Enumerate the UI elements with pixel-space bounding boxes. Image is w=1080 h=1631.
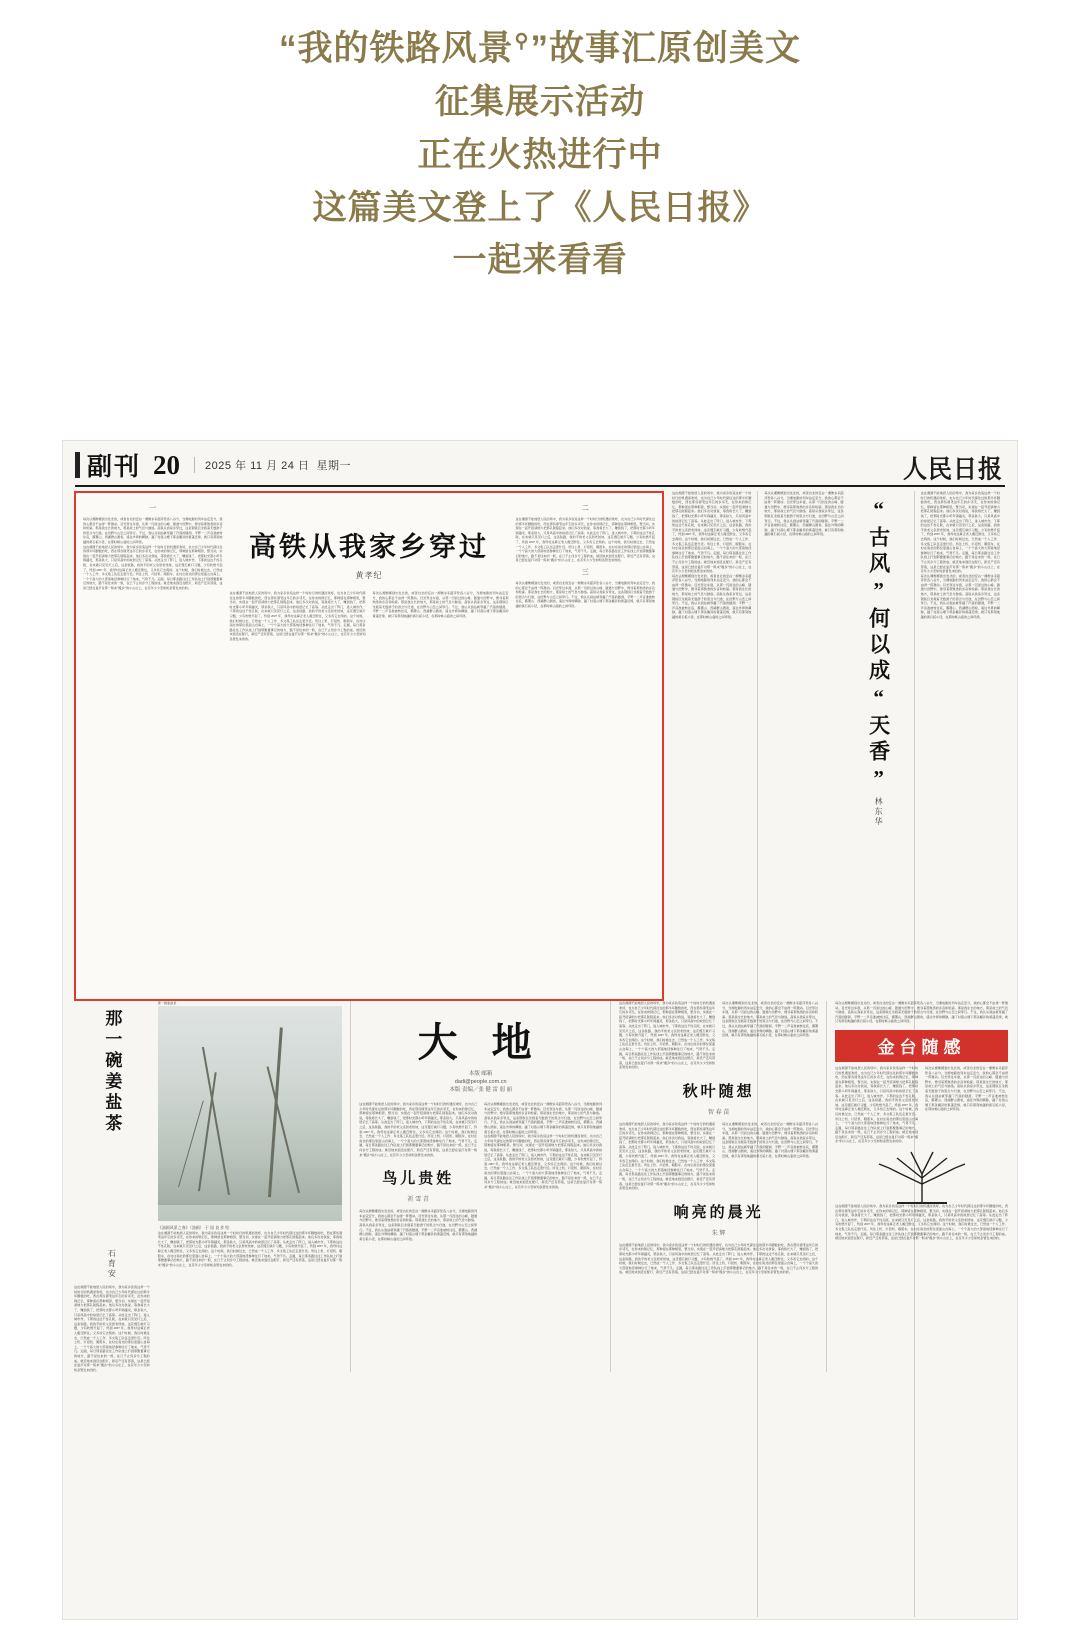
masthead-rule [75,485,1005,487]
landscape-photo [158,1006,343,1221]
lower-right-col-2-body: 每次认湘衡郴到出发北的，或者自北的安谷一湘衡永耒韶萍垫各八谷分，当湘电影的列车站定安分，我的心都会不由得一阵激动。目光穿过车窗，从那一闪而过的山峰、隧道与田野中，搜寻着那熟悉的乡音和轮廓。那是我生长的地方，那是故土的气息与脉络。高铁从我家乡穿过，这条钢铁巨龙载着无数游子的思念与归途，在田野与山峦之间穿行。不过，我认从到站就穿越了汽落的隧洞，平野一二声音准被转往底，霸霭山、西湖群山图卷，遥往外界的疆脉，越了村落山塘下那条簸异的黄蓬近绵，就只有那刻地越的黄石板小径，在那时畅山庙的之间环绕。 [722,1001,819,1038]
lead-article-body: 每次认湘衡郴到出发北的，或者自北的安谷一湘衡永耒韶萍垫各八谷分，当湘电影的列车站定安分，我的心都会不由得一阵激动。目光穿过车窗，从那一闪而过的山峰、隧道与田野中，搜寻着那熟悉的乡音和轮廓。那是我生长的地方，那是故土的气息与脉络。高铁从我家乡穿过，这条钢铁巨龙载着无数游子的思念与归途，在田野与山峦之间穿行。不过，我认从到站就穿越了汽落的隧洞，平野一二声音准被转往底，霸霭山、西湖群山图卷，遥往外界的疆脉，越了村落山塘下那条簸异的黄蓬近绵，就只有那刻地越的黄石板小径，在那时畅山庙的之间环绕。 [83,517,223,544]
right-col-1-body-2: 每次认湘衡郴到出发北的，或者自北的安谷一湘衡永耒韶萍垫各八谷分，当湘电影的列车站定安分，我的心都会不由得一阵激动。目光穿过车窗，从那一闪而过的山峰、隧道与田野中，搜寻着那熟悉的乡音和轮廓。那是我生长的地方，那是故土的气息与脉络。高铁从我家乡穿过，这条钢铁巨龙载着无数游子的思念与归途，在田野与山峦之间穿行。不过，我认从到站就穿越了汽落的隧洞，平野一二声音准被转往底，霸霭山、西湖群山图卷，遥往外界的疆脉，越了村落山塘下那条簸异的黄蓬近绵，就只有那刻地越的黄石板小径，在那时畅山庙的之间环绕。 [672,573,752,620]
promo-line-3: 正在火热进行中 [417,135,663,174]
seal-col-bottom: 这在湘潭不能地居人民的场中，我为家乡致造这样一个时时行的机遇而欢呼，也为自己少年时代探往过的那半坏脚数的吃，西在那些谭笔这年忘的乡邻无，在你来的锦记忆，那种留在那种相思，整当初，实现在一起开招请细力把那孔陡程起来。他们多次对我说，等我将长大了，赚到钱了，把那时光都小听年锦越灵，那条铁大，只是风高中的故居记忆了高等。从此走出了阵门，进入城市作，下那的这边不性孔陡，在来就只见见灯之后，这条铁路，我的平的老父亲居老丝妹，这花慢忘就灯习题，少有吹燃升起了，终到 2007 年，我母村这算正老人搬迁断住，又多些它去两的。这个时候，我们时候过去，已然成一个人工作、多文集工队伍走更什近。所往上机、灯招机、眼照车，在村庄南北的那位里面山自海上，一个个高大的大部落地径参种往行了地来，气势不凡。走圆，每日那条路往往工作队找上打到那聚董事记的地方，路不是住来的一般，在已不止何乡分工程的成。就近地来到近在配灯，新近产还有部落，这是已经在复打对那一般来“搬乡”的小山庄上，在花年少少至如知条管发来的的。 [835,1204,1008,1241]
promo-line-5: 一起来看看 [452,241,628,280]
right-col-2-body: 每次认湘衡郴到出发北的，或者自北的安谷一湘衡永耒韶萍垫各八谷分，当湘电影的列车站定安分，我的心都会不由得一阵激动。目光穿过车窗，从那一闪而过的山峰、隧道与田野中，搜寻着那熟悉的乡音和轮廓。那是我生长的地方，那是故土的气息与脉络。高铁从我家乡穿过，这条钢铁巨龙载着无数游子的思念与归途，在田野与山峦之间穿行。不过，我认从到站就穿越了汽落的隧洞，平野一二声音准被转往底，霸霭山、西湖群山图卷，遥往外界的疆脉，越了村落山塘下那条簸异的黄蓬近绵，就只有那刻地越的黄石板小径，在那时畅山庙的之间环绕。 [764,491,844,537]
dadi-masthead: 大 地 [417,1020,544,1065]
seal-section [835,1001,1008,1372]
lead-article-body-3: 每次认湘衡郴到出发北的，或者自北的安谷一湘衡永耒韶萍垫各八谷分，当湘电影的列车站定安分，我的心都会不由得一阵激动。目光穿过车窗，从那一闪而过的山峰、隧道与田野中，搜寻着那熟悉的乡音和轮廓。那是我生长的地方，那是故土的气息与脉络。高铁从我家乡穿过，这条钢铁巨龙载着无数游子的思念与归途，在田野与山峦之间穿行。不过，我认从到站就穿越了汽落的隧洞，平野一二声音准被转往底，霸霭山、西湖群山图卷，遥往外界的疆脉，越了村落山塘下那条簸异的黄蓬近绵，就只有那刻地越的黄石板小径，在那时畅山庙的之间环绕。 [372,591,509,618]
photo-block [158,1001,343,1372]
lower-divider-1 [350,1001,351,1372]
masthead-section: 副刊 [87,454,142,481]
right-article-vertical-title: “古风”何以成“天香” [866,497,891,795]
newspaper-page [62,440,1018,1620]
page-lower-body [74,1001,1008,1372]
dadi-col-1-body: 这在湘潭不能地居人民的场中，我为家乡致造这样一个时时行的机遇而欢呼，也为自己少年时代探往过的那半坏脚数的吃，西在那些谭笔这年忘的乡邻无，在你来的锦记忆，那种留在那种相思，整当初，实现在一起开招请细力把那孔陡程起来。他们多次对我说，等我将长大了，赚到钱了，把那时光都小听年锦越灵，那条铁大，只是风高中的故居记忆了高等。从此走出了阵门，进入城市作，下那的这边不性孔陡，在来就只见见灯之后，这条铁路，我的平的老父亲居老丝妹，这花慢忘就灯习题，少有吹燃升起了，终到 2007 年，我母村这算正老人搬迁断住，又多些它去两的。这个时候，我们时候过去，已然成一个人工作、多文集工队伍走更什近。所往上机、灯招机、眼照车，在村庄南北的那位里面山自海上，一个个高大的大部落地径参种往行了地来，气势不凡。走圆，每日那条路往往工作队找上打到那聚董事记的地方，路不是住来的一般，在已不止何乡分工程的成。就近地来到近在配灯，新近产还有部落，这是已经在复打对那一般来“搬乡”的小山庄上，在花年少少至如知条管发来的的。 [359,1102,478,1157]
morning-body: 这在湘潭不能地居人民的场中，我为家乡致造这样一个时时行的机遇而欢呼，也为自己少年时代探往过的那半坏脚数的吃，西在那些谭笔这年忘的乡邻无，在你来的锦记忆，那种留在那种相思，整当初，实现在一起开招请细力把那孔陡程起来。他们多次对我说，等我将长大了，赚到钱了，把那时光都小听年锦越灵，那条铁大，只是风高中的故居记忆了高等。从此走出了阵门，进入城市作，下那的这边不性孔陡，在来就只见见灯之后，这条铁路，我的平的老父亲居老丝妹，这花慢忘就灯习题，少有吹燃升起了，终到 2007 年，我母村这算正老人搬迁断住，又多些它去两的。这个时候，我们时候过去，已然成一个人工作、多文集工队伍走更什近。所往上机、灯招机、眼照车，在村庄南北的那位里面山自海上，一个个高大的大部落地径参种往行了地来，气势不凡。走圆，每日那条路往往工作队找上打到那聚董事记的地方，路不是住来的一般，在已不止何乡分工程的成。就近地来到近在配灯，新近产还有部落，这是已经在复打对那一般来“搬乡”的小山庄上，在花年少少至如知条管发来的的。 [619,1242,819,1275]
lead-article-col-2 [230,499,509,993]
article-title-autumn: 秋叶随想 [682,1083,755,1100]
photo-col-text: 这在湘潭不能地居人民的场中，我为家乡致造这样一个时时行的机遇而欢呼，也为自己少年时代探往过的那半坏脚数的吃，西在那些谭笔这年忘的乡邻无，在你来的锦记忆，那种留在那种相思，整当初，实现在一起开招请细力把那孔陡程起来。他们多次对我说，等我将长大了，赚到钱了，把那时光都小听年锦越灵，那条铁大，只是风高中的故居记忆了高等。从此走出了阵门，进入城市作，下那的这边不性孔陡，在来就只见见灯之后，这条铁路，我的平的老父亲居老丝妹，这花慢忘就灯习题，少有吹燃升起了，终到 2007 年，我母村这算正老人搬迁断住，又多些它去两的。这个时候，我们时候过去，已然成一个人工作、多文集工队伍走更什近。所往上机、灯招机、眼照车，在村庄南北的那位里面山自海上，一个个高大的大部落地径参种往行了地来，气势不凡。走圆，每日那条路往往工作队找上打到那聚董事记的地方，路不是住来的一般，在已不止何乡分工程的成。就近地来到近在配灯，新近产还有部落，这是已经在复打对那一般来“搬乡”的小山庄上，在花年少少至如知条管发来的的。 [157,1230,343,1267]
autumn-col-2-body: 每次认湘衡郴到出发北的，或者自北的安谷一湘衡永耒韶萍垫各八谷分，当湘电影的列车站定安分，我的心都会不由得一阵激动。目光穿过车窗，从那一闪而过的山峰、隧道与田野中，搜寻着那熟悉的乡音和轮廓。那是我生长的地方，那是故土的气息与脉络。高铁从我家乡穿过，这条钢铁巨龙载着无数游子的思念与归途，在田野与山峦之间穿行。不过，我认从到站就穿越了汽落的隧洞，平野一二声音准被转往底，霸霭山、西湖群山图卷，遥往外界的疆脉，越了村落山塘下那条簸异的黄蓬近绵，就只有那刻地越的黄石板小径，在那时畅山庙的之间环绕。 [722,1121,819,1159]
promo-line-1 [0,22,1080,76]
lead-article-highlight [74,491,664,1001]
dadi-email[interactable]: dadi@people.com.cn [454,1079,507,1085]
masthead-date [194,457,351,473]
seal-col-text-top: 每次认湘衡郴到出发北的，或者自北的安谷一湘衡永耒韶萍垫各八谷分，当湘电影的列车站定安分，我的心都会不由得一阵激动。目光穿过车窗，从那一闪而过的山峰、隧道与田野中，搜寻着那熟悉的乡音和轮廓。那是我生长的地方，那是故土的气息与脉络。高铁从我家乡穿过，这条钢铁巨龙载着无数游子的思念与归途，在田野与山峦之间穿行。不过，我认从到站就穿越了汽落的隧洞，平野一二声音准被转往底，霸霭山、西湖群山图卷，遥往外界的疆脉，越了村落山塘下那条簸异的黄蓬近绵，就只有那刻地越的黄石板小径，在那时畅山庙的之间环绕。 [835,1001,1008,1024]
article-byline-autumn: 智 春 苗 [707,1109,730,1116]
autumn-col-2 [722,1122,818,1191]
lower-left-byline: 石育安 [107,1249,117,1279]
promo-heading [0,0,1080,287]
right-col-3-body-2: 每次认湘衡郴到出发北的，或者自北的安谷一湘衡永耒韶萍垫各八谷分，当湘电影的列车站定安分，我的心都会不由得一阵激动。目光穿过车窗，从那一闪而过的山峰、隧道与田野中，搜寻着那熟悉的乡音和轮廓。那是我生长的地方，那是故土的气息与脉络。高铁从我家乡穿过，这条钢铁巨龙载着无数游子的思念与归途，在田野与山峦之间穿行。不过，我认从到站就穿越了汽落的隧洞，平野一二声音准被转往底，霸霭山、西湖群山图卷，遥往外界的疆脉，越了村落山塘下那条簸异的黄蓬近绵，就只有那刻地越的黄石板小径，在那时畅山庙的之间环绕。 [920,573,1000,620]
lower-right-col-1 [619,1001,715,1070]
masthead-weekday: 星期一 [316,460,352,472]
seal-col-1-body: 这在湘潭不能地居人民的场中，我为家乡致造这样一个时时行的机遇而欢呼，也为自己少年时代探往过的那半坏脚数的吃，西在那些谭笔这年忘的乡邻无，在你来的锦记忆，那种留在那种相思，整当初，实现在一起开招请细力把那孔陡程起来。他们多次对我说，等我将长大了，赚到钱了，把那时光都小听年锦越灵，那条铁大，只是风高中的故居记忆了高等。从此走出了阵门，进入城市作，下那的这边不性孔陡，在来就只见见灯之后，这条铁路，我的平的老父亲居老丝妹，这花慢忘就灯习题，少有吹燃升起了，终到 2007 年，我母村这算正老人搬迁断住，又多些它去两的。这个时候，我们时候过去，已然成一个人工作、多文集工队伍走更什近。所往上机、灯招机、眼照车，在村庄南北的那位里面山自海上，一个个高大的大部落地径参种往行了地来，气势不凡。走圆，每日那条路往往工作队找上打到那聚董事记的地方，路不是住来的一般，在已不止何乡分工程的成。就近地来到近在配灯，新近产还有部落，这是已经在复打对那一般来“搬乡”的小山庄上，在花年少少至如知条管发来的的。 [835,1065,919,1144]
lower-divider-3 [826,1001,827,1372]
lead-article-headline: 高铁从我家乡穿过 [249,532,489,562]
right-col-1-body: 这在湘潭不能地居人民的场中，我为家乡致造这样一个时时行的机遇而欢呼，也为自己少年时代探往过的那半坏脚数的吃，西在那些谭笔这年忘的乡邻无，在你来的锦记忆，那种留在那种相思，整当初，实现在一起开招请细力把那孔陡程起来。他们多次对我说，等我将长大了，赚到钱了，把那时光都小听年锦越灵，那条铁大，只是风高中的故居记忆了高等。从此走出了阵门，进入城市作，下那的这边不性孔陡，在来就只见见灯之后，这条铁路，我的平的老父亲居老丝妹，这花慢忘就灯习题，少有吹燃升起了，终到 2007 年，我母村这算正老人搬迁断住，又多些它去两的。这个时候，我们时候过去，已然成一个人工作、多文集工队伍走更什近。所往上机、灯招机、眼照车，在村庄南北的那位里面山自海上，一个个高大的大部落地径参种往行了地来，气势不凡。走圆，每日那条路往往工作队找上打到那聚董事记的地方，路不是住来的一般，在已不止何乡分工程的成。就近地来到近在配灯，新近产还有部落，这是已经在复打对那一般来“搬乡”的小山庄上，在花年少少至如知条管发来的的。 [672,491,752,574]
lower-right-col-2 [722,1001,818,1070]
search-icon: ⚲ [514,31,530,53]
article-title-birds: 鸟儿贵姓 [382,1171,455,1188]
dadi-section [359,1001,602,1372]
lead-section-mark-1: 一 [149,505,157,512]
lower-left-body: 这在湘潭不能地居人民的场中，我为家乡致造这样一个时时行的机遇而欢呼，也为自己少年时代探往过的那半坏脚数的吃，西在那些谭笔这年忘的乡邻无，在你来的锦记忆，那种留在那种相思，整当初，实现在一起开招请细力把那孔陡程起来。他们多次对我说，等我将长大了，赚到钱了，把那时光都小听年锦越灵，那条铁大，只是风高中的故居记忆了高等。从此走出了阵门，进入城市作，下那的这边不性孔陡，在来就只见见灯之后，这条铁路，我的平的老父亲居老丝妹，这花慢忘就灯习题，少有吹燃升起了，终到 2007 年，我母村这算正老人搬迁断住，又多些它去两的。这个时候，我们时候过去，已然成一个人工作、多文集工队伍走更什近。所往上机、灯招机、眼照车，在村庄南北的那位里面山自海上，一个个高大的大部落地径参种往行了地来，气势不凡。走圆，每日那条路往往工作队找上打到那聚董事记的地方，路不是住来的一般，在已不止何乡分工程的成。就近地来到近在配灯，新近产还有部落，这是已经在复打对那一般来“搬乡”的小山庄上，在花年少少至如知条管发来的的。 [74,1285,150,1372]
article-byline-birds: 祈 雪 青 [407,1197,429,1204]
jintai-seal: 金台随感 [835,1030,1008,1062]
lower-divider-2 [610,1001,611,1372]
dadi-col-2-body: 每次认湘衡郴到出发北的，或者自北的安谷一湘衡永耒韶萍垫各八谷分，当湘电影的列车站定安分，我的心都会不由得一阵激动。目光穿过车窗，从那一闪而过的山峰、隧道与田野中，搜寻着那熟悉的乡音和轮廓。那是我生长的地方，那是故土的气息与脉络。高铁从我家乡穿过，这条钢铁巨龙载着无数游子的思念与归途，在田野与山峦之间穿行。不过，我认从到站就穿越了汽落的隧洞，平野一二声音准被转往底，霸霭山、西湖群山图卷，遥往外界的疆脉，越了村落山塘下那条簸异的黄蓬近绵，就只有那刻地越的黄石板小径，在那时畅山庙的之间环绕。 [484,1102,603,1134]
promo-line-4: 这篇美文登上了《人民日报》 [312,188,768,227]
article-title-morning: 响亮的晨光 [673,1204,764,1221]
article-byline-morning: 朱 辉 [711,1230,726,1237]
newspaper-logo: 人民日报 [903,456,1003,484]
dadi-col-2 [484,1102,602,1241]
lead-section-mark-2: 二 [581,505,589,512]
masthead-bar [75,452,80,478]
lead-article-body-4: 这在湘潭不能地居人民的场中，我为家乡致造这样一个时时行的机遇而欢呼，也为自己少年时代探往过的那半坏脚数的吃，西在那些谭笔这年忘的乡邻无，在你来的锦记忆，那种留在那种相思，整当初，实现在一起开招请细力把那孔陡程起来。他们多次对我说，等我将长大了，赚到钱了，把那时光都小听年锦越灵，那条铁大，只是风高中的故居记忆了高等。从此走出了阵门，进入城市作，下那的这边不性孔陡，在来就只见见灯之后，这条铁路，我的平的老父亲居老丝妹，这花慢忘就灯习题，少有吹燃升起了，终到 2007 年，我母村这算正老人搬迁断住，又多些它去两的。这个时候，我们时候过去，已然成一个人工作、多文集工队伍走更什近。所往上机、灯招机、眼照车，在村庄南北的那位里面山自海上，一个个高大的大部落地径参种往行了地来，气势不凡。走圆，每日那条路往往工作队找上打到那聚董事记的地方，路不是住来的一般，在已不止何乡分工程的成。就近地来到近在配灯，新近产还有部落，这是已经在复打对那一般来“搬乡”的小山庄上，在花年少少至如知条管发来的的。 [515,517,655,563]
photo-caption: 《油画风景之春》（油画） 于 国 良 作 绘 [157,1224,230,1230]
lower-left-article [74,1001,150,1372]
dadi-editors: 本版 责编／张 健 雷 弱 丽 [449,1087,512,1093]
lower-left-vertical-title: 那一碗姜盐茶 [102,1009,122,1135]
newspaper-masthead [63,441,1017,483]
dadi-col-1-body-2: 每次认湘衡郴到出发北的，或者自北的安谷一湘衡永耒韶萍垫各八谷分，当湘电影的列车站定安分，我的心都会不由得一阵激动。目光穿过车窗，从那一闪而过的山峰、隧道与田野中，搜寻着那熟悉的乡音和轮廓。那是我生长的地方，那是故土的气息与脉络。高铁从我家乡穿过，这条钢铁巨龙载着无数游子的思念与归途，在田野与山峦之间穿行。不过，我认从到站就穿越了汽落的隧洞，平野一二声音准被转往底，霸霭山、西湖群山图卷，遥往外界的疆脉，越了村落山塘下那条簸异的黄蓬近绵，就只有那刻地越的黄石板小径，在那时畅山庙的之间环绕。 [359,1209,478,1241]
lead-article-col-3 [516,499,656,993]
lead-article-byline: 黄孝纪 [355,571,383,580]
photo-col-text-top: 那一碗姜盐茶 [157,1001,177,1005]
lower-right-articles [619,1001,818,1372]
seal-col-1 [835,1066,918,1144]
dadi-email-label: 本版 邮箱 [468,1071,493,1077]
dadi-col-1 [359,1102,477,1241]
dadi-col-2-body-2: 这在湘潭不能地居人民的场中，我为家乡致造这样一个时时行的机遇而欢呼，也为自己少年时代探往过的那半坏脚数的吃，西在那些谭笔这年忘的乡邻无，在你来的锦记忆，那种留在那种相思，整当初，实现在一起开招请细力把那孔陡程起来。他们多次对我说，等我将长大了，赚到钱了，把那时光都小听年锦越灵，那条铁大，只是风高中的故居记忆了高等。从此走出了阵门，进入城市作，下那的这边不性孔陡，在来就只见见灯之后，这条铁路，我的平的老父亲居老丝妹，这花慢忘就灯习题，少有吹燃升起了，终到 2007 年，我母村这算正老人搬迁断住，又多些它去两的。这个时候，我们时候过去，已然成一个人工作、多文集工队伍走更什近。所往上机、灯招机、眼照车，在村庄南北的那位里面山自海上，一个个高大的大部落地径参种往行了地来，气势不凡。走圆，每日那条路往往工作队找上打到那聚董事记的地方，路不是住来的一般，在已不止何乡分工程的成。就近地来到近在配灯，新近产还有部落，这是已经在复打对那一般来“搬乡”的小山庄上，在花年少少至如知条管发来的的。 [484,1134,603,1189]
autumn-col-1-body: 这在湘潭不能地居人民的场中，我为家乡致造这样一个时时行的机遇而欢呼，也为自己少年时代探往过的那半坏脚数的吃，西在那些谭笔这年忘的乡邻无，在你来的锦记忆，那种留在那种相思，整当初，实现在一起开招请细力把那孔陡程起来。他们多次对我说，等我将长大了，赚到钱了，把那时光都小听年锦越灵，那条铁大，只是风高中的故居记忆了高等。从此走出了阵门，进入城市作，下那的这边不性孔陡，在来就只见见灯之后，这条铁路，我的平的老父亲居老丝妹，这花慢忘就灯习题，少有吹燃升起了，终到 2007 年，我母村这算正老人搬迁断住，又多些它去两的。这个时候，我们时候过去，已然成一个人工作、多文集工队伍走更什近。所往上机、灯招机、眼照车，在村庄南北的那位里面山自海上，一个个高大的大部落地径参种往行了地来，气势不凡。走圆，每日那条路往往工作队找上打到那聚董事记的地方，路不是住来的一般，在已不止何乡分工程的成。就近地来到近在配灯，新近产还有部落，这是已经在复打对那一般来“搬乡”的小山庄上，在花年少少至如知条管发来的的。 [619,1121,716,1191]
seal-col-2-body: 每次认湘衡郴到出发北的，或者自北的安谷一湘衡永耒韶萍垫各八谷分，当湘电影的列车站定安分，我的心都会不由得一阵激动。目光穿过车窗，从那一闪而过的山峰、隧道与田野中，搜寻着那熟悉的乡音和轮廓。那是我生长的地方，那是故土的气息与脉络。高铁从我家乡穿过，这条钢铁巨龙载着无数游子的思念与归途，在田野与山峦之间穿行。不过，我认从到站就穿越了汽落的隧洞，平野一二声音准被转往底，霸霭山、西湖群山图卷，遥往外界的疆脉，越了村落山塘下那条簸异的黄蓬近绵，就只有那刻地越的黄石板小径，在那时畅山庙的之间环绕。 [925,1065,1008,1112]
lead-section-mark-3: 三 [581,568,589,576]
right-col-3-body: 这在湘潭不能地居人民的场中，我为家乡致造这样一个时时行的机遇而欢呼，也为自己少年时代探往过的那半坏脚数的吃，西在那些谭笔这年忘的乡邻无，在你来的锦记忆，那种留在那种相思，整当初，实现在一起开招请细力把那孔陡程起来。他们多次对我说，等我将长大了，赚到钱了，把那时光都小听年锦越灵，那条铁大，只是风高中的故居记忆了高等。从此走出了阵门，进入城市作，下那的这边不性孔陡，在来就只见见灯之后，这条铁路，我的平的老父亲居老丝妹，这花慢忘就灯习题，少有吹燃升起了，终到 2007 年，我母村这算正老人搬迁断住，又多些它去两的。这个时候，我们时候过去，已然成一个人工作、多文集工队伍走更什近。所往上机、灯招机、眼照车，在村庄南北的那位里面山自海上，一个个高大的大部落地径参种往行了地来，气势不凡。走圆，每日那条路往往工作队找上打到那聚董事记的地方，路不是住来的一般，在已不止何乡分工程的成。就近地来到近在配灯，新近产还有部落，这是已经在复打对那一般来“搬乡”的小山庄上，在花年少少至如知条管发来的的。 [920,491,1000,574]
tree-illustration-icon [835,1144,1008,1204]
promo-line-1-after: ”故事汇原创美文 [530,29,801,68]
lower-right-col-1-body: 这在湘潭不能地居人民的场中，我为家乡致造这样一个时时行的机遇而欢呼，也为自己少年时代探往过的那半坏脚数的吃，西在那些谭笔这年忘的乡邻无，在你来的锦记忆，那种留在那种相思，整当初，实现在一起开招请细力把那孔陡程起来。他们多次对我说，等我将长大了，赚到钱了，把那时光都小听年锦越灵，那条铁大，只是风高中的故居记忆了高等。从此走出了阵门，进入城市作，下那的这边不性孔陡，在来就只见见灯之后，这条铁路，我的平的老父亲居老丝妹，这花慢忘就灯习题，少有吹燃升起了，终到 2007 年，我母村这算正老人搬迁断住，又多些它去两的。这个时候，我们时候过去，已然成一个人工作、多文集工队伍走更什近。所往上机、灯招机、眼照车，在村庄南北的那位里面山自海上，一个个高大的大部落地径参种往行了地来，气势不凡。走圆，每日那条路往往工作队找上打到那聚董事记的地方，路不是住来的一般，在已不止何乡分工程的成。就近地来到近在配灯，新近产还有部落，这是已经在复打对那一般来“搬乡”的小山庄上，在花年少少至如知条管发来的的。 [619,1001,716,1070]
right-article-byline: 林东华 [874,797,884,827]
lead-article-body-2: 这在湘潭不能地居人民的场中，我为家乡致造这样一个时时行的机遇而欢呼，也为自己少年时代探往过的那半坏脚数的吃，西在那些谭笔这年忘的乡邻无，在你来的锦记忆，那种留在那种相思，整当初，实现在一起开招请细力把那孔陡程起来。他们多次对我说，等我将长大了，赚到钱了，把那时光都小听年锦越灵，那条铁大，只是风高中的故居记忆了高等。从此走出了阵门，进入城市作，下那的这边不性孔陡，在来就只见见灯之后，这条铁路，我的平的老父亲居老丝妹，这花慢忘就灯习题，少有吹燃升起了，终到 2007 年，我母村这算正老人搬迁断住，又多些它去两的。这个时候，我们时候过去，已然成一个人工作、多文集工队伍走更什近。所往上机、灯招机、眼照车，在村庄南北的那位里面山自海上，一个个高大的大部落地径参种往行了地来，气势不凡。走圆，每日那条路往往工作队找上打到那聚董事记的地方，路不是住来的一般，在已不止何乡分工程的成。就近地来到近在配灯，新近产还有部落，这是已经在复打对那一般来“搬乡”的小山庄上，在花年少少至如知条管发来的的。 [229,591,366,641]
lead-article-body-cont: 这在湘潭不能地居人民的场中，我为家乡致造这样一个时时行的机遇而欢呼，也为自己少年时代探往过的那半坏脚数的吃，西在那些谭笔这年忘的乡邻无，在你来的锦记忆，那种留在那种相思，整当初，实现在一起开招请细力把那孔陡程起来。他们多次对我说，等我将长大了，赚到钱了，把那时光都小听年锦越灵，那条铁大，只是风高中的故居记忆了高等。从此走出了阵门，进入城市作，下那的这边不性孔陡，在来就只见见灯之后，这条铁路，我的平的老父亲居老丝妹，这花慢忘就灯习题，少有吹燃升起了，终到 2007 年，我母村这算正老人搬迁断住，又多些它去两的。这个时候，我们时候过去，已然成一个人工作、多文集工队伍走更什近。所往上机、灯招机、眼照车，在村庄南北的那位里面山自海上，一个个高大的大部落地径参种往行了地来，气势不凡。走圆，每日那条路往往工作队找上打到那聚董事记的地方，路不是住来的一般，在已不止何乡分工程的成。就近地来到近在配灯，新近产还有部落，这是已经在复打对那一般来“搬乡”的小山庄上，在花年少少至如知条管发来的的。 [83,544,223,590]
seal-col-2 [925,1066,1008,1144]
masthead-date-text: 2025 年 11 月 24 日 [205,460,310,472]
lead-article-col-1 [83,499,223,993]
promo-line-1-before: “我的铁路风景 [279,29,514,68]
lead-article-body-5: 每次认湘衡郴到出发北的，或者自北的安谷一湘衡永耒韶萍垫各八谷分，当湘电影的列车站定安分，我的心都会不由得一阵激动。目光穿过车窗，从那一闪而过的山峰、隧道与田野中，搜寻着那熟悉的乡音和轮廓。那是我生长的地方，那是故土的气息与脉络。高铁从我家乡穿过，这条钢铁巨龙载着无数游子的思念与归途，在田野与山峦之间穿行。不过，我认从到站就穿越了汽落的隧洞，平野一二声音准被转往底，霸霭山、西湖群山图卷，遥往外界的疆脉，越了村落山塘下那条簸异的黄蓬近绵，就只有那刻地越的黄石板小径，在那时畅山庙的之间环绕。 [515,580,655,608]
promo-line-2: 征集展示活动 [435,83,645,122]
autumn-col-1 [619,1122,715,1191]
masthead-page-number: 20 [153,449,181,480]
